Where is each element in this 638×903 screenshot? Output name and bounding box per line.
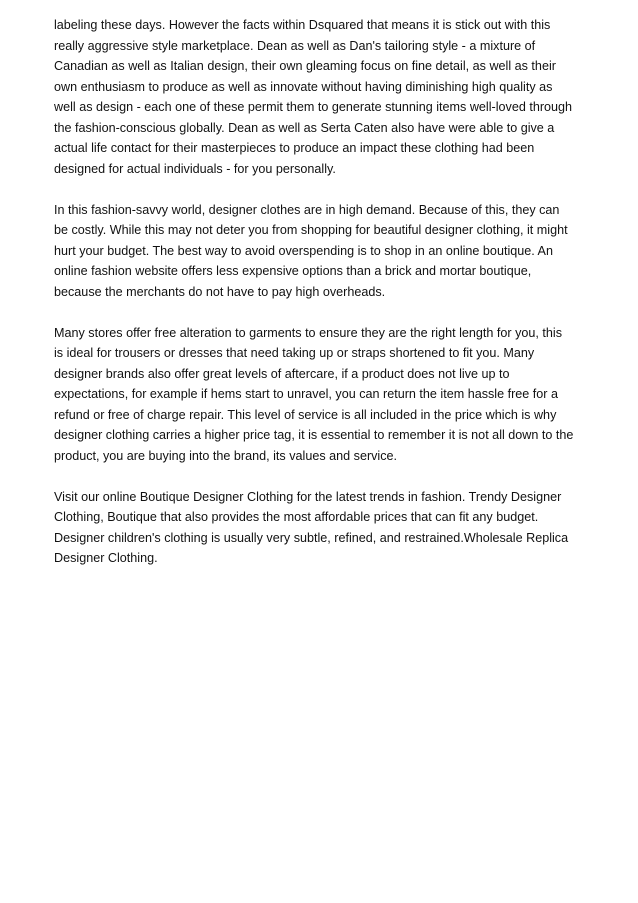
text-line: Visit our online Boutique Designer Clothing for the latest trends in fashion. Trendy Designer <box>54 489 562 504</box>
text-line: online fashion website offers less expensive options than a brick and mortar boutique, <box>54 264 532 278</box>
paragraph-online-boutique <box>54 200 589 303</box>
text-line: labeling these days. However the facts within Dsquared that means it is stick out with this <box>54 18 551 32</box>
document-body <box>54 15 589 589</box>
text-line: actual life contact for their masterpieces to produce an impact these clothing had been <box>54 141 535 155</box>
text-line: designer clothing carries a higher price tag, it is essential to remember it is not all down to the <box>54 428 574 442</box>
text-line: the fashion-conscious globally. Dean as well as Serta Caten also have were able to give a <box>54 120 555 135</box>
text-line: Designer Clothing. <box>54 551 158 565</box>
paragraph-alterations <box>54 323 589 467</box>
text-line: hurt your budget. The best way to avoid overspending is to shop in an online boutique. An <box>54 243 553 258</box>
text-line: designed for actual individuals - for you personally. <box>54 161 336 176</box>
text-line: product, you are buying into the brand, its values and service. <box>54 448 398 463</box>
text-line: is ideal for trousers or dresses that need taking up or straps shortened to fit you. Many <box>54 346 535 360</box>
text-line: own enthusiasm to produce as well as innovate without having diminishing high quality as <box>54 79 553 94</box>
text-line: be costly. While this may not deter you from shopping for beautiful designer clothing, it might <box>54 223 568 237</box>
text-line: really aggressive style marketplace. Dean as well as Dan's tailoring style - a mixture of <box>54 38 536 53</box>
text-line: because the merchants do not have to pay high overheads. <box>54 284 386 299</box>
text-line: Many stores offer free alteration to garments to ensure they are the right length for you, this <box>54 325 562 340</box>
text-line: Clothing, Boutique that also provides the most affordable prices that can fit any budget. <box>54 510 539 524</box>
text-line: well as design - each one of these permit them to generate stunning items well-loved through <box>54 100 573 114</box>
text-line: Designer children's clothing is usually very subtle, refined, and restrained.Wholesale Replica <box>54 530 569 545</box>
text-line: expectations, for example if hems start to unravel, you can return the item hassle free for a <box>54 387 558 401</box>
text-line: In this fashion-savvy world, designer clothes are in high demand. Because of this, they can <box>54 202 560 217</box>
text-line: designer brands also offer great levels of aftercare, if a product does not live up to <box>54 366 510 381</box>
paragraph-visit-boutique <box>54 487 589 569</box>
text-line: refund or free of charge repair. This level of service is all included in the price which is why <box>54 407 557 422</box>
text-line: Canadian as well as Italian design, their own gleaming focus on fine detail, as well as their <box>54 59 556 73</box>
paragraph-dsquared <box>54 15 589 179</box>
